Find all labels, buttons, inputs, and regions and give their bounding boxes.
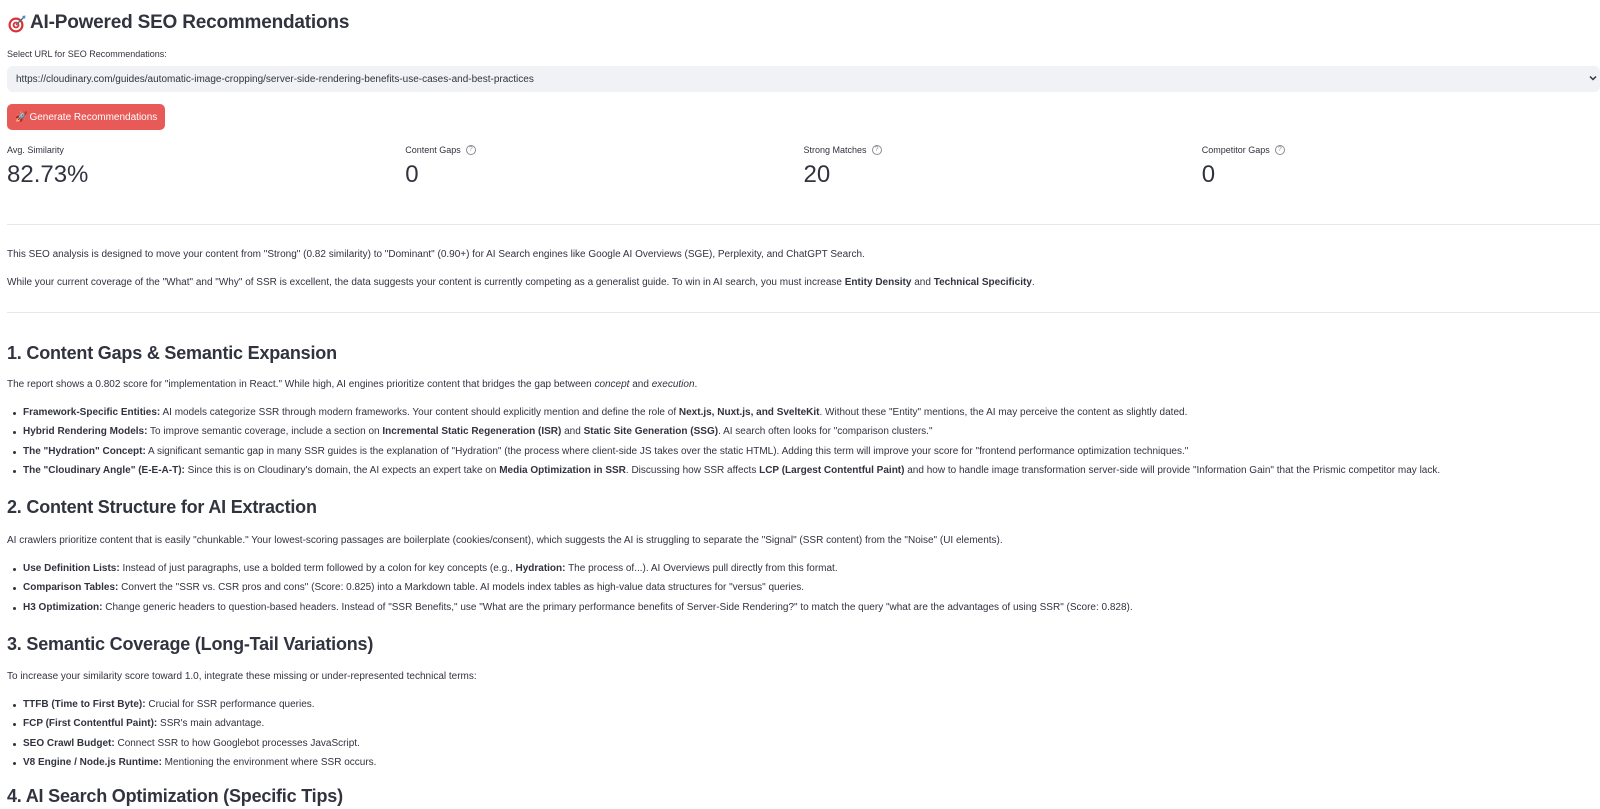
metric-content-gaps [405, 144, 803, 189]
section-heading-content-structure: 2. Content Structure for AI Extraction [7, 497, 317, 517]
page-title: AI-Powered SEO Recommendations [30, 12, 350, 33]
generate-recommendations-label: Generate Recommendations [29, 111, 158, 123]
help-icon[interactable]: ? [1275, 145, 1285, 155]
section-intro: The report shows a 0.802 score for "implementation in React." While high, AI engines prioritize content that bridges the gap between concept and execution. [7, 379, 698, 390]
section-heading-content-gaps: 1. Content Gaps & Semantic Expansion [7, 343, 337, 363]
section-intro: To increase your similarity score toward 1.0, integrate these missing or under-represented technical terms: [7, 671, 477, 682]
list-item: H3 Optimization: Change generic headers to question-based headers. Instead of "SSR Benefits," use "What are the primary performance benefits of Server-Side Rendering?" to match the query "what are the advantages of using SSR" (Score: 0.828). [23, 601, 1133, 620]
rocket-icon: 🚀 [15, 111, 28, 123]
list-item: The "Cloudinary Angle" (E-E-A-T): Since this is on Cloudinary's domain, the AI expects an expert take on Media Optimization in SSR. Discussing how SSR affects LCP (Largest Contentful Paint) and how to handle image transformation server-side will provide "Information Gain" that the Prismic competitor may lack. [23, 464, 1440, 483]
metric-label: Avg. Similarity [7, 145, 64, 155]
metric-competitor-gaps [1202, 144, 1600, 189]
metric-strong-matches [804, 144, 1202, 189]
list-item: SEO Crawl Budget: Connect SSR to how Googlebot processes JavaScript. [23, 737, 376, 756]
intro-paragraph-2: While your current coverage of the "What" and "Why" of SSR is excellent, the data suggests your content is currently competing as a generalist guide. To win in AI search, you must increase Entity Density and Technical Specificity. [7, 277, 1035, 288]
list-item: Hybrid Rendering Models: To improve semantic coverage, include a section on Incremental Static Regeneration (ISR) and Static Site Generation (SSG). AI search often looks for "comparison clusters." [23, 425, 1440, 444]
chevron-down-icon[interactable] [1588, 73, 1598, 83]
list-item: Use Definition Lists: Instead of just paragraphs, use a bolded term followed by a colon for key concepts (e.g., Hydration: The process of...). AI Overviews pull directly from this format. [23, 562, 1133, 581]
section-intro: AI crawlers prioritize content that is easily "chunkable." Your lowest-scoring passages are boilerplate (cookies/consent), which suggests the AI is struggling to separate the "Signal" (SSR content) from the "Noise" (UI elements). [7, 535, 1003, 546]
page-header [7, 12, 349, 34]
url-select-value: https://cloudinary.com/guides/automatic-image-cropping/server-side-rendering-benefits-use-cases-and-best-practices [16, 73, 534, 85]
metric-value: 20 [803, 161, 831, 188]
generate-recommendations-button[interactable] [7, 104, 165, 130]
list-item: Comparison Tables: Convert the "SSR vs. CSR pros and cons" (Score: 0.825) into a Markdown table. AI models index tables as high-value data structures for "versus" queries. [23, 581, 1133, 600]
list-item: The "Hydration" Concept: A significant semantic gap in many SSR guides is the explanation of "Hydration" (the process where client-side JS takes over the static HTML). Adding this term will improve your score for "frontend performance optimization techniques." [23, 445, 1440, 464]
url-select[interactable] [7, 66, 1600, 92]
list-item: Framework-Specific Entities: AI models categorize SSR through modern frameworks. Your content should explicitly mention and define the role of Next.js, Nuxt.js, and SvelteKit. Without these "Entity" mentions, the AI may perceive the content as slightly dated. [23, 406, 1440, 425]
semantic-coverage-list [7, 698, 376, 776]
content-structure-list [7, 562, 1133, 620]
help-icon[interactable]: ? [872, 145, 882, 155]
list-item: V8 Engine / Node.js Runtime: Mentioning the environment where SSR occurs. [23, 756, 376, 775]
divider [7, 224, 1600, 225]
metric-value: 82.73% [7, 161, 89, 188]
intro-paragraph-1: This SEO analysis is designed to move your content from "Strong" (0.82 similarity) to "Dominant" (0.90+) for AI Search engines like Google AI Overviews (SGE), Perplexity, and ChatGPT Search. [7, 249, 865, 260]
metric-label: Strong Matches [803, 145, 867, 155]
help-icon[interactable]: ? [466, 145, 476, 155]
target-dart-icon [7, 14, 27, 34]
section-heading-ai-search-tips: 4. AI Search Optimization (Specific Tips) [7, 786, 343, 806]
metric-value: 0 [405, 161, 419, 188]
divider [7, 312, 1600, 313]
url-select-label: Select URL for SEO Recommendations: [7, 49, 167, 59]
metric-label: Competitor Gaps [1201, 145, 1270, 155]
metric-avg-similarity [7, 144, 405, 189]
section-heading-semantic-coverage: 3. Semantic Coverage (Long-Tail Variations) [7, 634, 374, 654]
metric-value: 0 [1201, 161, 1216, 188]
list-item: FCP (First Contentful Paint): SSR's main advantage. [23, 717, 376, 736]
content-gaps-list [7, 406, 1440, 484]
metrics-row [7, 144, 1600, 189]
list-item: TTFB (Time to First Byte): Crucial for SSR performance queries. [23, 698, 376, 717]
metric-label: Content Gaps [405, 145, 461, 155]
